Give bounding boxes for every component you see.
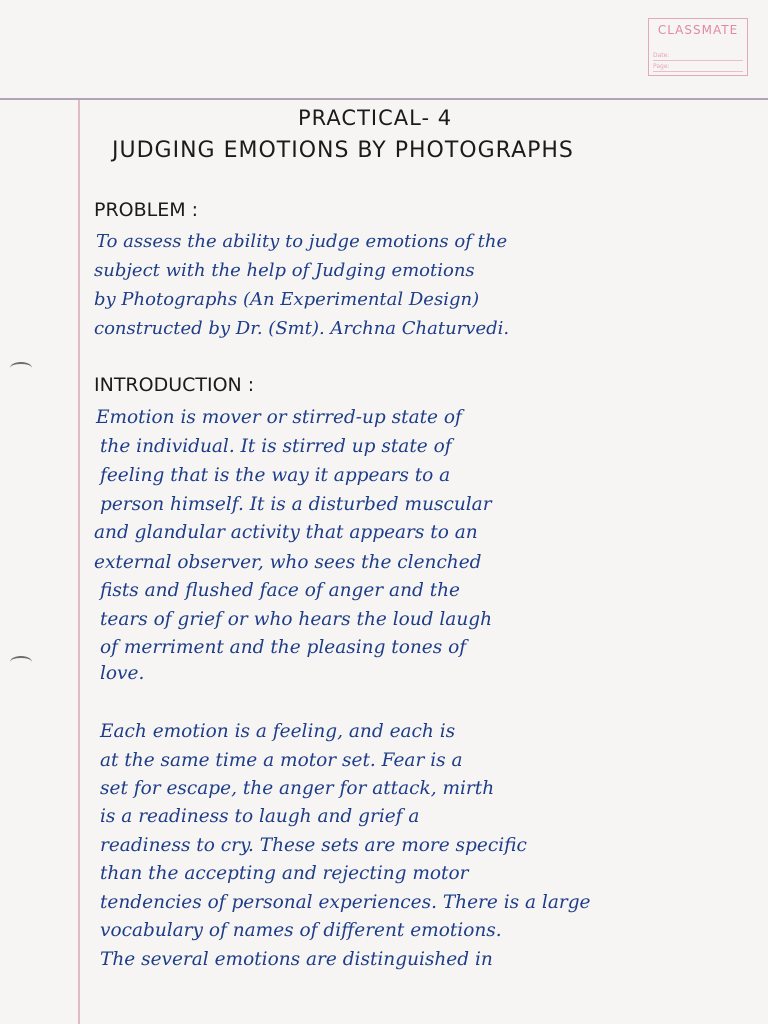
introduction-line: the individual. It is stirred up state of [100,436,452,457]
paragraph-line: Each emotion is a feeling, and each is [100,721,456,742]
introduction-line: external observer, who sees the clenched [94,552,482,573]
punch-hole-mark [10,362,32,374]
introduction-line: of merriment and the pleasing tones of [100,637,467,658]
introduction-line: fists and flushed face of anger and the [100,580,461,601]
problem-line: subject with the help of Judging emotions [94,260,475,281]
problem-line: To assess the ability to judge emotions of the [96,231,508,252]
date-field: Date: [653,51,743,61]
introduction-line: love. [100,663,145,684]
top-rule-line [0,98,768,100]
paragraph-line: tendencies of personal experiences. There is a large [100,892,591,913]
paragraph-line: at the same time a motor set. Fear is a [100,750,463,771]
introduction-heading: INTRODUCTION : [94,374,255,396]
introduction-line: Emotion is mover or stirred-up state of [96,407,462,428]
paragraph-line: than the accepting and rejecting motor [100,863,469,884]
margin-line [78,100,80,1024]
page-field: Page: [653,62,743,72]
problem-line: constructed by Dr. (Smt). Archna Chaturvedi. [94,318,510,339]
introduction-line: person himself. It is a disturbed muscular [100,494,492,515]
paragraph-line: vocabulary of names of different emotions. [100,920,502,941]
introduction-line: feeling that is the way it appears to a [100,465,451,486]
introduction-line: tears of grief or who hears the loud laugh [100,609,493,630]
paragraph-line: readiness to cry. These sets are more specific [100,835,527,856]
paragraph-line: is a readiness to laugh and grief a [100,806,420,827]
brand-logo: CLASSMATE [657,23,739,37]
paragraph-line: The several emotions are distinguished in [100,949,493,970]
introduction-line: and glandular activity that appears to an [94,522,478,543]
practical-subtitle: JUDGING EMOTIONS BY PHOTOGRAPHS [112,138,574,163]
practical-title: PRACTICAL- 4 [298,106,453,130]
notebook-brand-box [648,18,748,76]
paragraph-line: set for escape, the anger for attack, mirth [100,778,495,799]
problem-line: by Photographs (An Experimental Design) [94,289,480,310]
punch-hole-mark [10,656,32,668]
problem-heading: PROBLEM : [94,199,199,221]
